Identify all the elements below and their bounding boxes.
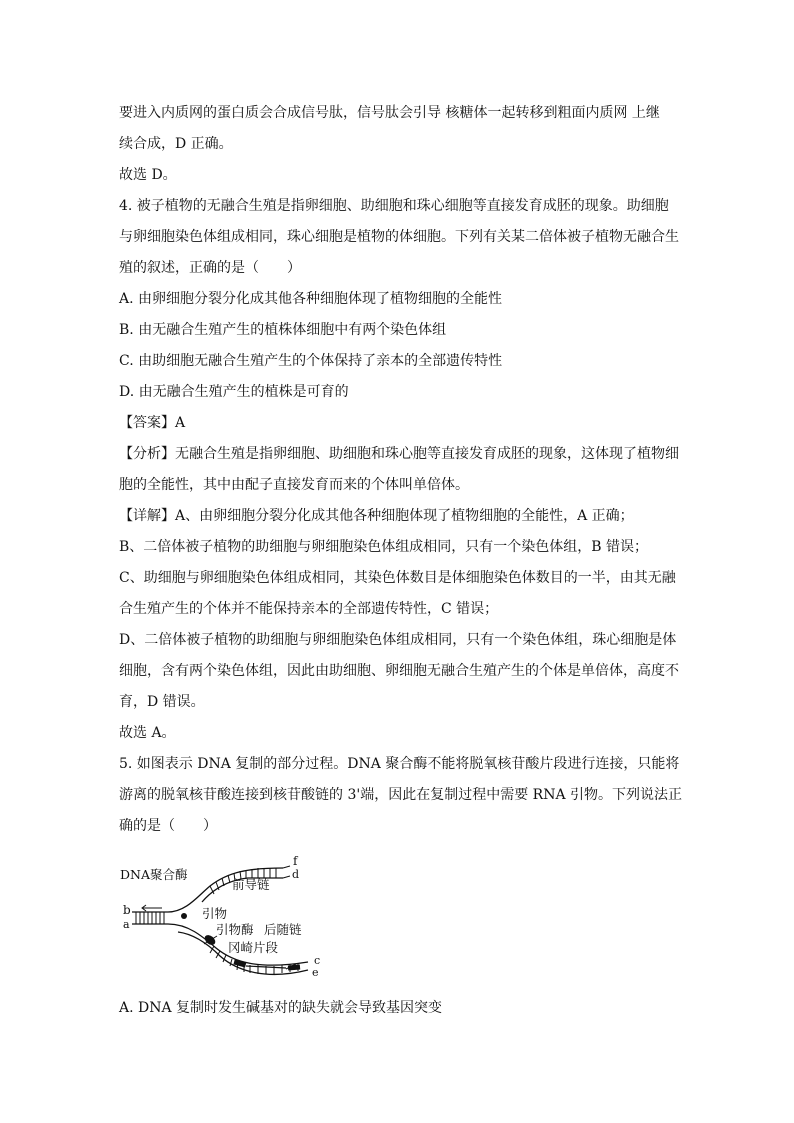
text-line: 与卵细胞染色体组成相同，珠心细胞是植物的体细胞。下列有关某二倍体被子植物无融合生 [119, 229, 679, 245]
label-f: f [293, 854, 298, 868]
option-a: A. 由卵细胞分裂分化成其他各种细胞体现了植物细胞的全能性 [119, 291, 503, 307]
text-line: 故选 A。 [119, 725, 176, 741]
text-line: 殖的叙述，正确的是（ ） [119, 260, 301, 276]
text-line: 要进入内质网的蛋白质会合成信号肽，信号肽会引导 核糖体一起转移到粗面内质网 上继 [119, 105, 660, 121]
analysis: 【分析】无融合生殖是指卵细胞、助细胞和珠心胞等直接发育成胚的现象，这体现了植物细 [119, 446, 679, 462]
label-okazaki-fragment: 冈崎片段 [228, 940, 279, 955]
text-line: B、二倍体被子植物的助细胞与卵细胞染色体组成相同，只有一个染色体组，B 错误； [119, 539, 649, 555]
text-line: C、助细胞与卵细胞染色体组成相同，其染色体数目是体细胞染色体数目的一半，由其无融 [119, 570, 676, 586]
question-4-stem: 4. 被子植物的无融合生殖是指卵细胞、助细胞和珠心细胞等直接发育成胚的现象。助细胞 [119, 198, 669, 214]
label-primer: 引物 [202, 906, 228, 921]
label-lagging-strand: 后随链 [264, 922, 302, 937]
label-primase: 引物酶 [216, 922, 254, 937]
text-line: D、二倍体被子植物的助细胞与卵细胞染色体组成相同，只有一个染色体组，珠心细胞是体 [119, 632, 677, 648]
parental-dna-duplex [132, 905, 168, 924]
label-b: b [123, 903, 131, 917]
text-line: 胞的全能性，其中由配子直接发育而来的个体叫单倍体。 [119, 477, 469, 493]
label-c: c [314, 954, 321, 967]
text-line: 续合成，D 正确。 [119, 136, 233, 152]
label-e: e [312, 966, 319, 979]
text-line: 故选 D。 [119, 167, 177, 183]
text-line: 游离的脱氧核苷酸连接到核苷酸链的 3'端，因此在复制过程中需要 RNA 引物。下列说法正 [119, 787, 683, 803]
label-leading-strand: 前导链 [232, 877, 270, 892]
label-d: d [292, 868, 300, 881]
detail: 【详解】A、由卵细胞分裂分化成其他各种细胞体现了植物细胞的全能性，A 正确； [119, 508, 634, 524]
option-d: D. 由无融合生殖产生的植株是可育的 [119, 384, 349, 400]
text-line: 合生殖产生的个体并不能保持亲本的全部遗传特性，C 错误； [119, 601, 499, 617]
dna-replication-diagram [118, 852, 333, 982]
label-a: a [123, 918, 130, 931]
question-5-stem: 5. 如图表示 DNA 复制的部分过程。DNA 聚合酶不能将脱氧核苷酸片段进行连接，只能将 [119, 756, 680, 772]
text-line: 细胞，含有两个染色体组，因此由助细胞、卵细胞无融合生殖产生的个体是单倍体，高度不 [119, 663, 679, 679]
option-a-q5: A. DNA 复制时发生碱基对的缺失就会导致基因突变 [119, 1000, 443, 1016]
label-dna-polymerase: DNA聚合酶 [120, 867, 188, 882]
option-b: B. 由无融合生殖产生的植株体细胞中有两个染色体组 [119, 322, 447, 338]
answer: 【答案】A [119, 415, 186, 431]
text-line: 育，D 错误。 [119, 694, 205, 710]
primer-marker [181, 913, 187, 919]
option-c: C. 由助细胞无融合生殖产生的个体保持了亲本的全部遗传特性 [119, 353, 503, 369]
text-line: 确的是（ ） [119, 818, 217, 834]
